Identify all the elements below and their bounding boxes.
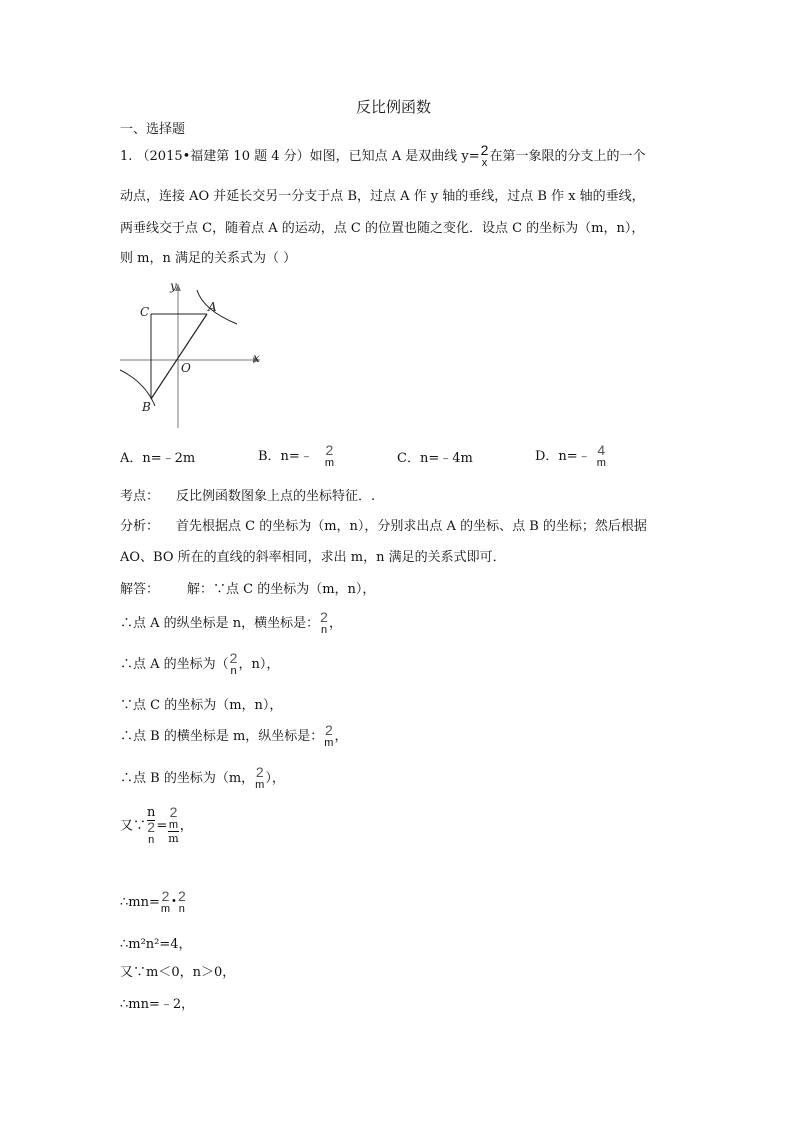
- question-text: 1. （2015•福建第 10 题 4 分）如图，已知点 A 是双曲线 y=: [120, 149, 480, 164]
- fenxi-label: 分析：: [120, 519, 160, 534]
- step-5: [120, 766, 285, 791]
- step-6: [120, 806, 193, 846]
- step-text: ∴点 A 的纵坐标是 n，横坐标是：: [120, 616, 320, 631]
- fraction-denominator: n: [148, 834, 155, 846]
- fraction-bottom: m: [168, 832, 179, 845]
- fraction-denominator: m: [255, 779, 265, 791]
- label-a: A: [208, 300, 217, 314]
- equals-sign: =: [156, 818, 168, 834]
- question-line-3: 两垂线交于点 C，随着点 A 的运动，点 C 的位置也随之变化．设点 C 的坐标为（m，n），: [120, 221, 645, 236]
- question-text: 在第一象限的分支上的一个: [489, 149, 646, 164]
- kaodian-label: 考点：: [120, 489, 160, 504]
- fraction-denominator: m: [596, 457, 606, 469]
- step-text: ，: [334, 729, 348, 744]
- fraction-denominator: x: [481, 157, 488, 169]
- fraction-denominator: m: [324, 737, 334, 749]
- step-10: ∴mn=﹣2，: [120, 997, 195, 1012]
- fraction-denominator: m: [160, 903, 171, 915]
- fraction-denominator: n: [321, 624, 328, 636]
- step-text: 又∵: [120, 818, 147, 834]
- inner-fraction: [169, 806, 178, 831]
- fraction-denominator: m: [168, 819, 179, 831]
- jieda-label: 解答：: [120, 582, 160, 597]
- option-c: C．n=﹣4m: [397, 451, 473, 466]
- hyperbola-branch-1: [197, 290, 237, 324]
- question-line-4: 则 m，n 满足的关系式为（ ）: [120, 251, 297, 266]
- step-fraction: [320, 611, 328, 636]
- fraction-numerator: 2: [169, 804, 178, 820]
- fenxi-text-1: 首先根据点 C 的坐标为（m，n），分别求出点 A 的坐标、点 B 的坐标；然后根据: [176, 519, 647, 534]
- fraction-denominator: m: [324, 457, 334, 469]
- fraction-numerator: 2: [229, 650, 238, 666]
- page-title: 反比例函数: [356, 98, 432, 116]
- step-fraction: [324, 724, 333, 749]
- fraction-numerator: 2: [324, 722, 333, 738]
- inner-fraction: [147, 820, 155, 846]
- label-y: y: [170, 279, 177, 293]
- step-fraction: [178, 890, 186, 915]
- step-text: ∴点 A 的坐标为（: [120, 657, 229, 672]
- fenxi-text-2: AO、BO 所在的直线的斜率相同，求出 m，n 满足的关系式即可．: [120, 550, 506, 565]
- step-3: ∵点 C 的坐标为（m，n），: [120, 698, 283, 713]
- option-b: [258, 444, 335, 469]
- fraction-numerator: 2: [320, 609, 328, 625]
- step-fraction: [255, 766, 264, 791]
- step-9: 又∵m＜0，n＞0，: [120, 965, 236, 980]
- step-text: ∴mn=: [120, 895, 160, 910]
- kaodian-text: 反比例函数图象上点的坐标特征．.: [176, 489, 376, 504]
- step-text: ，: [328, 616, 342, 631]
- multiply-dot: •: [171, 896, 177, 908]
- label-o: O: [181, 361, 191, 375]
- step-text: ∴点 B 的横坐标是 m，纵坐标是：: [120, 729, 324, 744]
- fraction-numerator: 4: [597, 442, 606, 458]
- fraction-numerator: 2: [480, 142, 489, 158]
- step-4: [120, 724, 347, 749]
- step-2: [120, 652, 279, 677]
- fraction-numerator: 2: [161, 888, 170, 904]
- fraction-numerator: 2: [255, 764, 264, 780]
- line-ab: [151, 314, 207, 399]
- left-compound-fraction: [147, 806, 155, 846]
- option-b-prefix: B．n=﹣: [258, 449, 313, 464]
- question-line-2: 动点，连接 AO 并延长交另一分支于点 B，过点 A 作 y 轴的垂线，过点 B 作 x 轴的垂线，: [120, 189, 645, 204]
- step-text: ，n），: [238, 657, 280, 672]
- step-1: [120, 611, 342, 636]
- step-8: ∴m²n²=4，: [120, 937, 192, 952]
- fraction-denominator: n: [230, 665, 237, 677]
- step-fraction: [161, 890, 170, 915]
- step-7: [120, 890, 187, 915]
- option-a: A．n=﹣2m: [120, 451, 196, 466]
- step-text: ∴点 B 的坐标为（m，: [120, 771, 255, 786]
- fraction-top: n: [147, 805, 156, 820]
- question-line-1: [120, 144, 645, 169]
- step-fraction: [230, 652, 238, 677]
- fraction-denominator: n: [178, 903, 185, 915]
- fraction-numerator: 2: [147, 819, 156, 835]
- step-text: ），: [265, 771, 285, 786]
- label-c: C: [140, 305, 150, 319]
- fraction-numerator: 2: [325, 442, 334, 458]
- label-x: x: [253, 351, 260, 365]
- option-d-prefix: D．n=﹣: [535, 449, 591, 464]
- fraction-numerator: 2: [177, 888, 186, 904]
- step-text: ，: [179, 818, 193, 834]
- option-b-fraction: [325, 444, 334, 469]
- coordinate-figure: [115, 278, 275, 434]
- option-d: [535, 444, 607, 469]
- option-d-fraction: [597, 444, 606, 469]
- right-compound-fraction: [168, 806, 178, 846]
- jieda-text: 解：∵点 C 的坐标为（m，n），: [187, 582, 376, 597]
- label-b: B: [142, 400, 151, 414]
- hyperbola-fraction: [481, 144, 489, 169]
- section-heading: 一、选择题: [120, 122, 186, 137]
